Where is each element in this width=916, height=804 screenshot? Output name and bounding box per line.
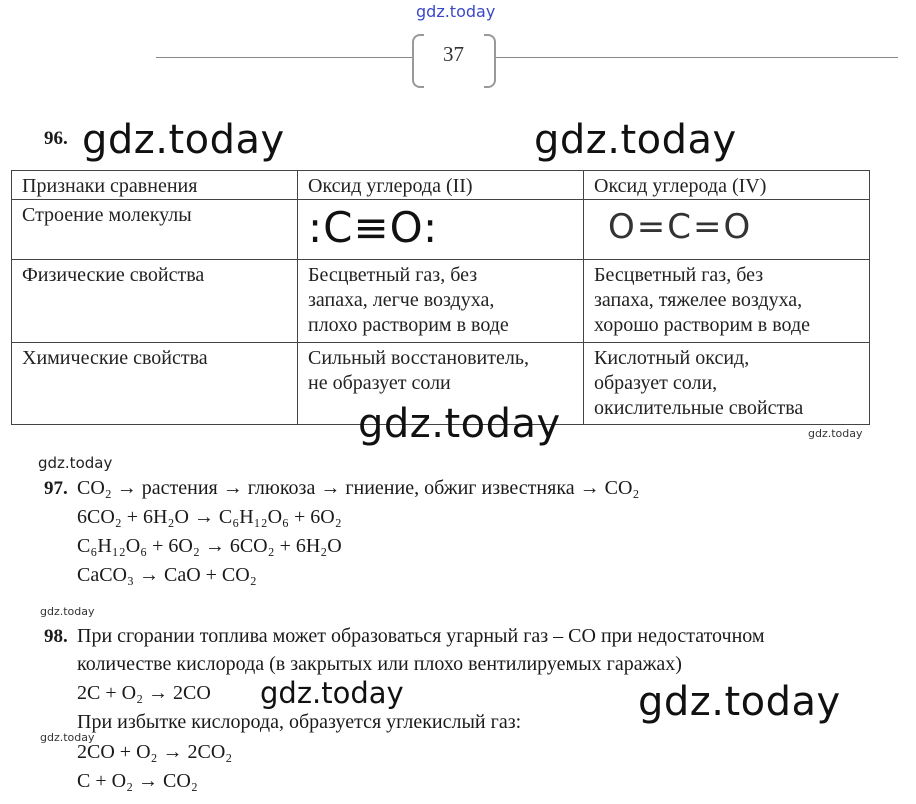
co2-structural-formula: O=C=O [608, 206, 753, 247]
watermark: gdz.today [358, 401, 561, 447]
watermark: gdz.today [38, 454, 113, 472]
row-label-chemical: Химические свойства [12, 343, 298, 425]
task-96-number: 96. [44, 128, 68, 149]
co2-structure-cell [584, 200, 870, 260]
page-number: 37 [443, 42, 464, 66]
row-label-structure: Строение молекулы [12, 200, 298, 260]
task-98-equation: C + O₂ → CO₂ [77, 770, 198, 792]
task-98-text: При сгорании топлива может образоваться угарный газ – CO при недостаточном [77, 625, 765, 647]
co2-physical-cell [584, 260, 870, 343]
table-header-cell: Оксид углерода (IV) [584, 171, 870, 200]
row-label-physical: Физические свойства [12, 260, 298, 343]
cell-line: хорошо растворим в воде [594, 314, 811, 336]
header-rule-right [496, 57, 898, 58]
page-number-bracket-right [484, 34, 496, 88]
watermark: gdz.today [40, 605, 95, 618]
watermark: gdz.today [808, 427, 863, 440]
task-98-text: При избытке кислорода, образуется углекислый газ: [77, 711, 522, 733]
table-header-cell: Оксид углерода (II) [298, 171, 584, 200]
cell-line: запаха, легче воздуха, [308, 289, 495, 311]
cell-line: плохо растворим в воде [308, 314, 509, 336]
watermark: gdz.today [638, 679, 841, 725]
co-structural-formula: :C≡O: [308, 202, 439, 252]
header-watermark: gdz.today [416, 2, 496, 21]
co-physical-cell [298, 260, 584, 343]
cell-line: запаха, тяжелее воздуха, [594, 289, 803, 311]
watermark: gdz.today [260, 676, 404, 710]
co-structure-cell [298, 200, 584, 260]
task-98-equation: 2CO + O₂ → 2CO₂ [77, 741, 233, 763]
watermark: gdz.today [82, 117, 285, 163]
task-97-number: 97. [44, 478, 68, 499]
table-header-row [12, 171, 870, 200]
cell-line: Кислотный оксид, [594, 347, 750, 369]
table-row [12, 260, 870, 343]
task-97-equation: C₆H₁₂O₆ + 6O₂ → 6CO₂ + 6H₂O [77, 535, 342, 557]
table-row [12, 200, 870, 260]
page-number-bracket-left [412, 34, 424, 88]
co2-chemical-cell [584, 343, 870, 425]
comparison-table [11, 170, 870, 425]
cell-line: Сильный восстановитель, [308, 347, 529, 369]
task-98-text: количестве кислорода (в закрытых или плохо вентилируемых гаражах) [77, 653, 682, 675]
header-rule-left [156, 57, 412, 58]
cell-line: Бесцветный газ, без [308, 264, 478, 286]
watermark: gdz.today [40, 731, 95, 744]
cell-line: окислительные свойства [594, 397, 804, 419]
cell-line: Бесцветный газ, без [594, 264, 764, 286]
cell-line: не образует соли [308, 372, 451, 394]
task-98-number: 98. [44, 626, 68, 647]
task-98-equation: 2C + O₂ → 2CO [77, 682, 211, 704]
task-97-equation: CaCO₃ → CaO + CO₂ [77, 564, 257, 586]
task-97-chain: CO₂ → растения → глюкоза → гниение, обжиг известняка → CO₂ [77, 477, 640, 499]
cell-line: образует соли, [594, 372, 718, 394]
table-header-cell: Признаки сравнения [12, 171, 298, 200]
watermark: gdz.today [534, 117, 737, 163]
task-97-equation: 6CO₂ + 6H₂O → C₆H₁₂O₆ + 6O₂ [77, 506, 342, 528]
